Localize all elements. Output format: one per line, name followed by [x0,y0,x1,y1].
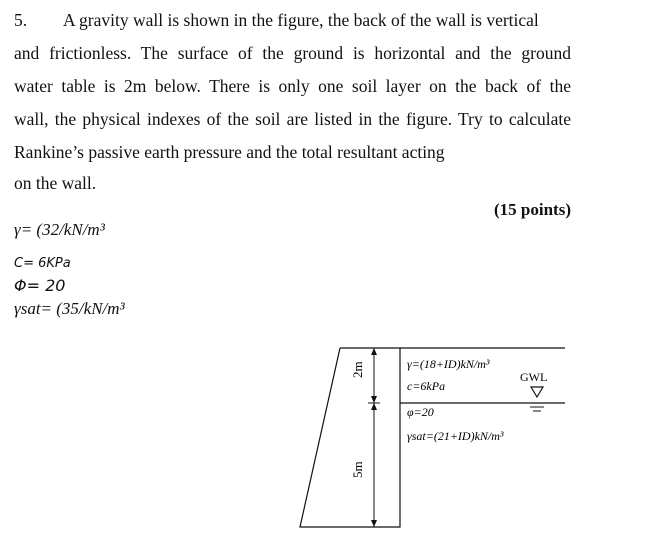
param-phi: Φ= 20 [14,276,66,295]
gwl-label: GWL [520,370,548,384]
question-line-3: water table is 2m below. There is only one soil layer on the back of the [14,76,571,96]
dim-arrow-top [371,348,377,355]
question-line-6: on the wall. [14,173,97,193]
question-line-5: Rankine’s passive earth pressure and the total resultant acting [14,142,445,162]
retaining-wall-figure [290,340,580,535]
fig-cohesion: c=6kPa [407,379,446,393]
param-cohesion: C= 6KPa [14,256,71,271]
gwl-triangle-icon [531,387,543,397]
fig-phi: φ=20 [407,405,434,419]
param-gamma-sat: γsat= (35/kN/m³ [14,299,125,318]
dim-label-5m: 5m [350,461,365,478]
dim-arrow-mid-down [371,403,377,410]
fig-gamma: γ=(18+ID)kN/m³ [407,357,490,371]
question-line-4: wall, the physical indexes of the soil are listed in the figure. Try to calculate [14,109,571,129]
question-number: 5. [14,10,28,30]
points-label: (15 points) [494,200,571,219]
question-line-1: A gravity wall is shown in the figure, the back of the wall is vertical [63,10,539,30]
question-line-2: and frictionless. The surface of the ground is horizontal and the ground [14,43,571,63]
dim-label-2m: 2m [350,361,365,378]
dim-arrow-bottom [371,520,377,527]
dim-arrow-mid-up [371,396,377,403]
param-gamma: γ= (32/kN/m³ [14,220,105,239]
fig-gamma-sat: γsat=(21+ID)kN/m³ [407,429,504,443]
